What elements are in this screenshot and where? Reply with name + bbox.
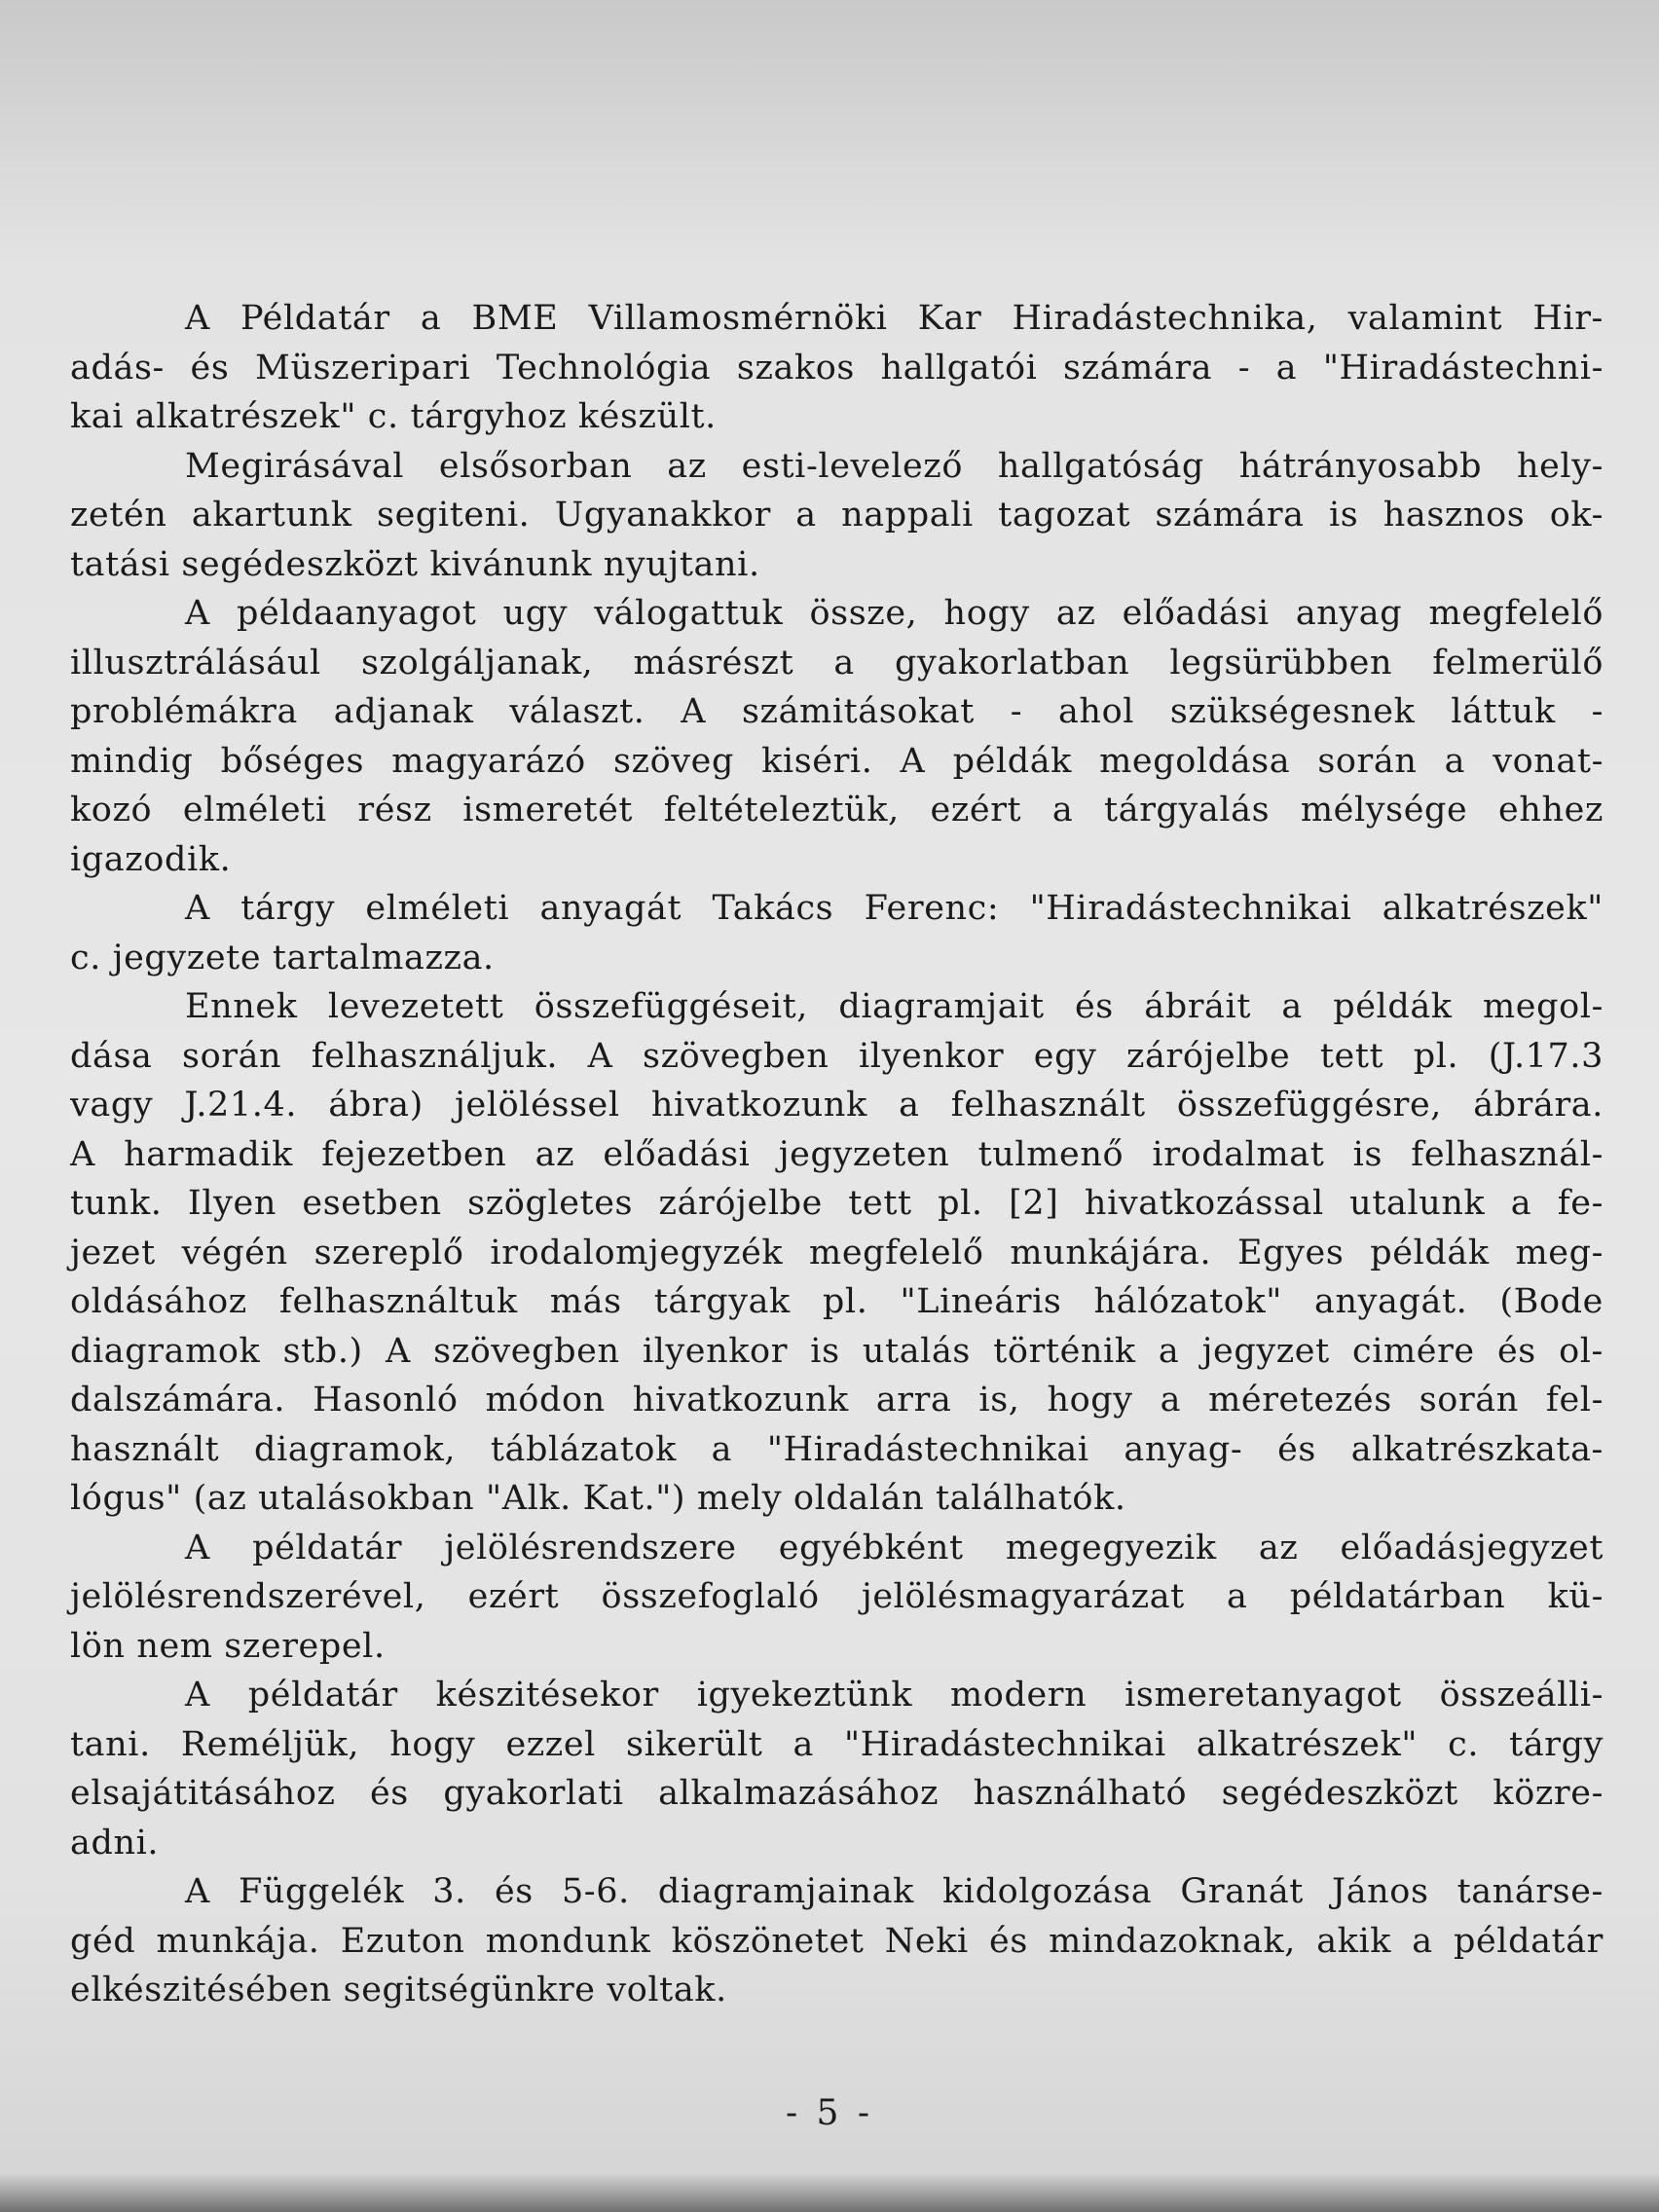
text-line: kai alkatrészek" c. tárgyhoz készült. <box>70 397 717 436</box>
text-line: dása során felhasználjuk. A szövegben ilyenkor egy zárójelbe tett pl. (J.17.3 <box>70 1036 1604 1076</box>
text-line: A példatár jelölésrendszere egyébként megegyezik az előadásjegyzet <box>185 1528 1604 1567</box>
paragraph <box>70 1524 1604 1672</box>
paragraph <box>70 1867 1604 2015</box>
text-line: dalszámára. Hasonló módon hivatkozunk arra is, hogy a méretezés során fel- <box>70 1381 1604 1419</box>
text-line: A tárgy elméleti anyagát Takács Ferenc: "Hiradástechnikai alkatrészek" <box>185 889 1604 928</box>
paragraph <box>70 884 1604 982</box>
text-line: vagy J.21.4. ábra) jelöléssel hivatkozunk a felhasznált összefüggésre, ábrára. <box>70 1086 1604 1124</box>
text-line: elkészitésében segitségünkre voltak. <box>70 1971 727 2009</box>
text-line: mindig bőséges magyarázó szöveg kiséri. A példák megoldása során a vonat- <box>70 741 1604 781</box>
text-line: A harmadik fejezetben az előadási jegyzeten tulmenő irodalmat is felhasznál- <box>70 1134 1604 1174</box>
text-line: problémákra adjanak választ. A számitásokat - ahol szükségesnek láttuk - <box>70 692 1604 731</box>
text-line: A Példatár a BME Villamosmérnöki Kar Hiradástechnika, valamint Hir- <box>185 299 1604 338</box>
paragraph <box>70 1671 1604 1867</box>
text-line: A Függelék 3. és 5-6. diagramjainak kidolgozása Granát János tanárse- <box>185 1872 1604 1911</box>
text-line: kozó elméleti rész ismeretét feltételeztük, ezért a tárgyalás mélysége ehhez <box>70 791 1604 830</box>
paragraph <box>70 982 1604 1524</box>
text-line: jezet végén szereplő irodalomjegyzék megfelelő munkájára. Egyes példák meg- <box>70 1233 1604 1272</box>
text-line: A példaanyagot ugy válogattuk össze, hogy az előadási anyag megfelelő <box>185 594 1604 633</box>
text-line: tatási segédeszközt kivánunk nyujtani. <box>70 544 760 584</box>
text-line: lön nem szerepel. <box>70 1626 386 1666</box>
text-line: Megirásával elsősorban az esti-levelező hallgatóság hátrányosabb hely- <box>185 446 1604 486</box>
page-number: - 5 - <box>785 2093 874 2133</box>
text-line: elsajátitásához és gyakorlati alkalmazásához használható segédeszközt közre- <box>70 1774 1604 1813</box>
text-line: adni. <box>70 1823 160 1862</box>
text-line: géd munkája. Ezuton mondunk köszönetet Neki és mindazoknak, akik a példatár <box>70 1921 1604 1961</box>
text-line: használt diagramok, táblázatok a "Hiradástechnikai anyag- és alkatrészkata- <box>70 1429 1604 1469</box>
text-line: tani. Reméljük, hogy ezzel sikerült a "Hiradástechnikai alkatrészek" c. tárgy <box>70 1724 1604 1764</box>
text-line: oldásához felhasználtuk más tárgyak pl. "Lineáris hálózatok" anyagát. (Bode <box>70 1282 1604 1321</box>
text-line: lógus" (az utalásokban "Alk. Kat.") mely oldalán találhatók. <box>70 1479 1126 1518</box>
paragraph <box>70 442 1604 590</box>
text-line: tunk. Ilyen esetben szögletes zárójelbe tett pl. [2] hivatkozással utalunk a fe- <box>70 1184 1604 1223</box>
text-line: diagramok stb.) A szövegben ilyenkor is utalás történik a jegyzet cimére és ol- <box>70 1331 1604 1371</box>
body-text <box>70 294 1604 2015</box>
text-line: adás- és Müszeripari Technológia szakos hallgatói számára - a "Hiradástechni- <box>70 348 1604 387</box>
text-line: jelölésrendszerével, ezért összefoglaló jelölésmagyarázat a példatárban kü- <box>70 1577 1604 1616</box>
text-line: illusztrálásául szolgáljanak, másrészt a gyakorlatban legsürübben felmerülő <box>70 643 1604 682</box>
text-line: zetén akartunk segiteni. Ugyanakkor a nappali tagozat számára is hasznos ok- <box>70 496 1604 535</box>
text-line: igazodik. <box>70 839 232 879</box>
paragraph <box>70 294 1604 442</box>
paragraph <box>70 589 1604 884</box>
text-line: c. jegyzete tartalmazza. <box>70 938 495 977</box>
text-line: Ennek levezetett összefüggéseit, diagramjait és ábráit a példák megol- <box>185 987 1604 1026</box>
text-line: A példatár készitésekor igyekeztünk modern ismeretanyagot összeálli- <box>185 1676 1604 1714</box>
